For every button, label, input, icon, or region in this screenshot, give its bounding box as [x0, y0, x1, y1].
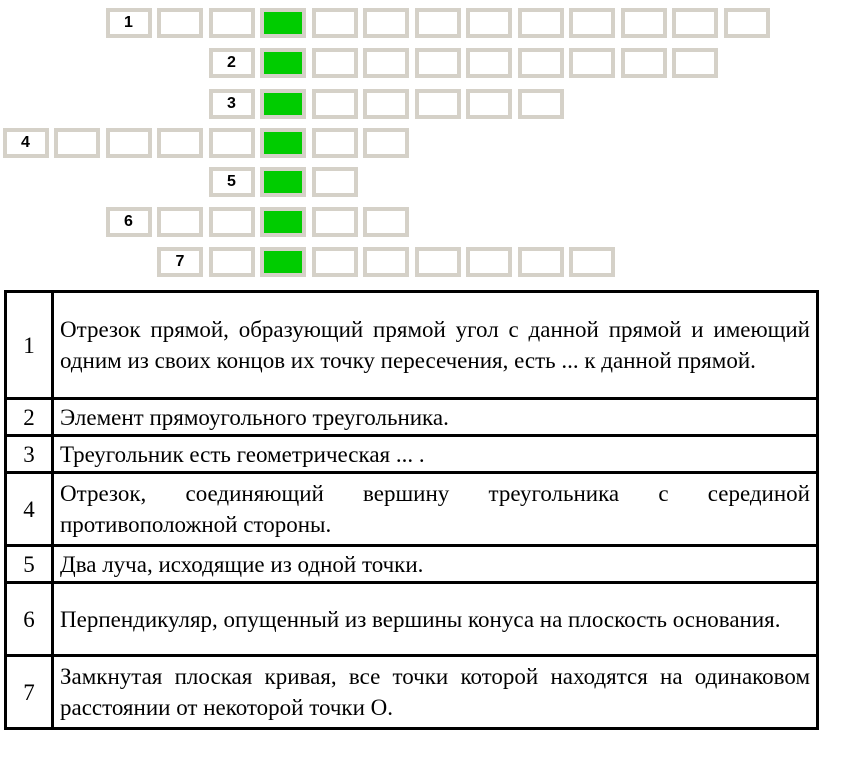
crossword-letter-cell[interactable]	[363, 8, 409, 38]
crossword-letter-cell[interactable]	[415, 89, 461, 119]
crossword-letter-cell[interactable]	[209, 247, 255, 277]
clue-row	[6, 583, 818, 656]
clue-row	[6, 292, 818, 399]
crossword-letter-cell[interactable]	[312, 247, 358, 277]
crossword-letter-cell[interactable]	[518, 89, 564, 119]
crossword-letter-cell[interactable]	[621, 8, 667, 38]
crossword-letter-cell[interactable]	[672, 8, 718, 38]
clue-row	[6, 399, 818, 436]
crossword-letter-cell[interactable]	[724, 8, 770, 38]
crossword-letter-cell[interactable]	[157, 8, 203, 38]
crossword-letter-cell[interactable]	[363, 128, 409, 158]
clue-row	[6, 656, 818, 729]
crossword-letter-cell[interactable]	[363, 89, 409, 119]
crossword-key-cell[interactable]	[260, 48, 306, 78]
crossword-row-number: 3	[227, 95, 236, 112]
clue-number: 4	[6, 473, 53, 546]
crossword-letter-cell[interactable]	[54, 128, 100, 158]
crossword-letter-cell[interactable]	[466, 48, 512, 78]
clue-number: 3	[6, 436, 53, 473]
crossword-letter-cell[interactable]	[569, 8, 615, 38]
crossword-letter-cell[interactable]	[157, 128, 203, 158]
crossword-letter-cell[interactable]	[363, 207, 409, 237]
crossword-letter-cell[interactable]	[569, 48, 615, 78]
crossword-letter-cell[interactable]	[209, 128, 255, 158]
crossword-key-cell[interactable]	[260, 207, 306, 237]
clue-number: 5	[6, 546, 53, 583]
crossword-row-number: 6	[124, 213, 133, 230]
crossword-key-cell[interactable]	[260, 128, 306, 158]
crossword-letter-cell[interactable]	[621, 48, 667, 78]
crossword-letter-cell[interactable]	[106, 128, 152, 158]
clue-row	[6, 473, 818, 546]
crossword-letter-cell[interactable]	[466, 89, 512, 119]
crossword-grid	[0, 0, 851, 288]
crossword-letter-cell[interactable]	[209, 8, 255, 38]
clue-text: Перпендикуляр, опущенный из вершины конуса на плоскость основания.	[53, 583, 818, 656]
crossword-key-cell[interactable]	[260, 89, 306, 119]
crossword-letter-cell[interactable]	[312, 207, 358, 237]
crossword-letter-cell[interactable]	[415, 247, 461, 277]
crossword-key-cell[interactable]	[260, 8, 306, 38]
crossword-letter-cell[interactable]	[518, 247, 564, 277]
crossword-letter-cell[interactable]	[466, 247, 512, 277]
clue-number: 6	[6, 583, 53, 656]
crossword-row-number: 7	[175, 253, 185, 270]
crossword-key-cell[interactable]	[260, 167, 306, 197]
crossword-number-cell	[106, 8, 152, 38]
clue-number: 1	[6, 292, 53, 399]
crossword-row-number: 5	[227, 173, 236, 190]
crossword-letter-cell[interactable]	[415, 8, 461, 38]
crossword-letter-cell[interactable]	[363, 247, 409, 277]
crossword-letter-cell[interactable]	[518, 8, 564, 38]
clue-text: Треугольник есть геометрическая ... .	[53, 436, 818, 473]
crossword-letter-cell[interactable]	[518, 48, 564, 78]
crossword-number-cell	[209, 89, 255, 119]
clue-row	[6, 436, 818, 473]
crossword-letter-cell[interactable]	[312, 8, 358, 38]
crossword-number-cell	[106, 207, 152, 237]
crossword-row-number: 2	[227, 54, 236, 71]
crossword-letter-cell[interactable]	[312, 89, 358, 119]
crossword-number-cell	[209, 167, 255, 197]
clue-text: Отрезок, соединяющий вершину треугольника с серединой противоположной стороны.	[53, 473, 818, 546]
crossword-row-number: 4	[21, 134, 30, 151]
crossword-letter-cell[interactable]	[209, 207, 255, 237]
crossword-letter-cell[interactable]	[312, 167, 358, 197]
crossword-number-cell	[209, 48, 255, 78]
clue-text: Замкнутая плоская кривая, все точки которой находятся на одинаковом расстоянии от некоторой точки О.	[53, 656, 818, 729]
crossword-letter-cell[interactable]	[672, 48, 718, 78]
clue-number: 7	[6, 656, 53, 729]
crossword-letter-cell[interactable]	[312, 128, 358, 158]
clue-text: Два луча, исходящие из одной точки.	[53, 546, 818, 583]
crossword-letter-cell[interactable]	[569, 247, 615, 277]
crossword-letter-cell[interactable]	[157, 207, 203, 237]
clue-row	[6, 546, 818, 583]
crossword-letter-cell[interactable]	[312, 48, 358, 78]
crossword-key-cell[interactable]	[260, 247, 306, 277]
crossword-letter-cell[interactable]	[466, 8, 512, 38]
crossword-number-cell	[157, 247, 203, 277]
clue-text: Отрезок прямой, образующий прямой угол с данной прямой и имеющий одним из своих концов их точку пересечения, есть ... к данной прямой.	[53, 292, 818, 399]
clue-text: Элемент прямоугольного треугольника.	[53, 399, 818, 436]
crossword-letter-cell[interactable]	[415, 48, 461, 78]
clues-table	[4, 290, 819, 730]
crossword-number-cell	[3, 128, 49, 158]
crossword-letter-cell[interactable]	[363, 48, 409, 78]
clue-number: 2	[6, 399, 53, 436]
crossword-row-number: 1	[124, 14, 133, 31]
